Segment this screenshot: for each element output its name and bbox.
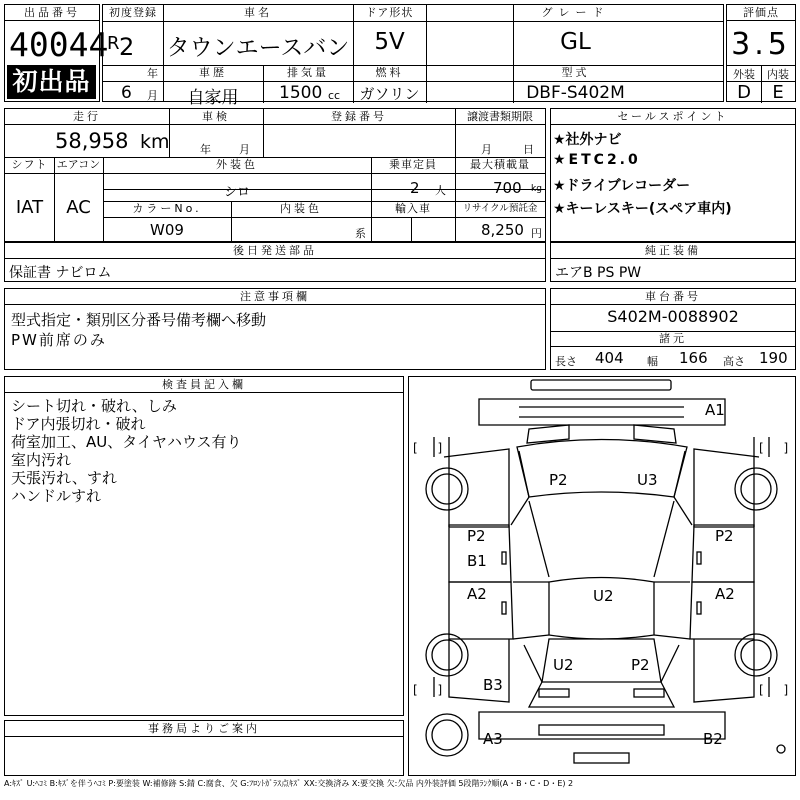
grade: GL: [560, 29, 591, 55]
inspector-note-4: 室内汚れ: [11, 451, 72, 469]
inspector-note-2: ドア内張切れ・破れ: [11, 415, 146, 433]
displacement: 1500: [279, 83, 323, 103]
fuel-label: 燃料: [375, 66, 404, 79]
history: 自家用: [187, 88, 239, 108]
mark-u3-hood-r: U3: [637, 471, 658, 489]
office-box: [4, 720, 404, 776]
inspection-month-unit: 月: [239, 143, 252, 156]
bracket-fr: [ ]: [759, 441, 797, 455]
inspection-year-unit: 年: [200, 143, 213, 156]
details-box: [4, 108, 546, 242]
aircon: AC: [66, 197, 91, 218]
accessories-label: 後日発送部品: [5, 243, 545, 259]
bracket-fl: [ ]: [413, 441, 451, 455]
door-label: ドア形状: [365, 6, 414, 19]
first-listing-badge: [7, 65, 96, 99]
history-label: 車歴: [199, 66, 227, 79]
inspector-note-5: 天張汚れ、すれ: [11, 469, 117, 487]
mark-b2: B2: [703, 730, 723, 748]
genuine-label: 純正装備: [551, 243, 795, 259]
interior-grade: E: [772, 82, 784, 103]
kg-unit: kg: [531, 184, 542, 194]
inspector-label: 検査員記入欄: [5, 377, 403, 393]
score-box: [726, 4, 796, 102]
color-no: W09: [150, 221, 184, 239]
genuine-equipment: エアB PS PW: [555, 265, 642, 281]
recycle-label: リサイクル預託金: [462, 203, 538, 214]
reg-month: 6: [121, 83, 132, 103]
mark-a2-rl: A2: [467, 585, 487, 603]
office-label: 事務局よりご案内: [5, 721, 403, 737]
grade-label: グレード: [541, 6, 610, 19]
length: 404: [595, 349, 624, 367]
chassis-number: S402M-0088902: [607, 307, 739, 326]
mark-a3: A3: [483, 730, 503, 748]
mark-u2-roof: U2: [593, 587, 614, 605]
ext-color: シロ: [223, 185, 250, 200]
mark-p2-hood-l: P2: [549, 471, 568, 489]
note-1: 型式指定・類別区分番号備考欄へ移動: [11, 311, 267, 329]
mark-b3: B3: [483, 676, 503, 694]
model-label: 型式: [561, 66, 590, 79]
mark-p2-fr: P2: [715, 527, 734, 545]
year-unit: 年: [147, 67, 160, 80]
mileage-label: 走行: [73, 110, 101, 123]
sales-point-label: セールスポイント: [551, 109, 795, 125]
shift: IAT: [15, 197, 44, 218]
genuine-box: [550, 242, 796, 282]
notes-label: 注意事項欄: [5, 289, 545, 305]
sales-point-1: ★社外ナビ: [553, 132, 622, 148]
transfer-label: 譲渡書類期限: [467, 110, 533, 123]
damage-legend: A:ｷｽﾞ U:ﾍｺﾐ B:ｷｽﾞを伴うﾍｺﾐ P:要塗装 W:補修跡 S:錆 C:腐食、欠 G:ﾌﾛﾝﾄｶﾞﾗｽ点ｷｽﾞ XX:交換済み X:要交換 欠:欠品 内外装評価 5段階ﾗﾝｸ順(A・B・C・D・E) 2: [4, 779, 574, 788]
length-label: 長さ: [555, 355, 577, 368]
era: R: [107, 33, 120, 54]
kei-unit: 系: [355, 227, 366, 240]
cc-unit: cc: [328, 89, 341, 102]
sales-points-box: [550, 108, 796, 242]
max-load-label: 最大積載量: [470, 158, 530, 171]
int-color-label: 内装色: [280, 202, 322, 215]
reg-year: 2: [119, 33, 135, 61]
car-diagram: [409, 377, 797, 774]
notes-box: [4, 288, 546, 370]
capacity: 2: [410, 179, 420, 197]
km-unit: km: [140, 131, 170, 153]
shift-label: シフト: [11, 158, 48, 171]
mileage: 58,958: [55, 129, 129, 153]
door-type: 5V: [374, 29, 405, 55]
note-2: PW前席のみ: [11, 331, 107, 349]
reg-no-label: 登録番号: [331, 110, 387, 123]
person-unit: 人: [435, 184, 448, 197]
import-label: 輸入車: [395, 202, 431, 215]
width-label: 幅: [647, 355, 658, 368]
height-label: 高さ: [723, 355, 745, 368]
recycle-fee: 8,250: [481, 221, 524, 239]
ext-color-label: 外装色: [216, 158, 258, 171]
sales-point-2: ★ETC2.0: [553, 152, 641, 168]
displacement-label: 排気量: [287, 66, 329, 79]
car-name: タウンエースバン: [166, 35, 350, 61]
accessories: 保証書 ナビロム: [9, 265, 112, 281]
bracket-rl: [ ]: [413, 683, 451, 697]
transfer-day-unit: 日: [523, 143, 536, 156]
transfer-month-unit: 月: [481, 143, 494, 156]
sales-point-3: ★ドライブレコーダー: [553, 178, 691, 194]
height: 190: [759, 349, 788, 367]
inspector-note-1: シート切れ・破れ、しみ: [11, 397, 177, 415]
vehicle-header-box: [102, 4, 724, 108]
exterior-label: 外装: [733, 68, 755, 81]
chassis-box: [550, 288, 796, 370]
specs-label: 諸元: [551, 331, 795, 347]
first-reg-label: 初度登録: [109, 6, 157, 19]
accessories-box: [4, 242, 546, 282]
model: DBF-S402M: [526, 83, 625, 103]
car-name-label: 車名: [244, 6, 272, 19]
width: 166: [679, 349, 708, 367]
aircon-label: エアコン: [56, 158, 101, 171]
mark-a2-rr: A2: [715, 585, 735, 603]
inspector-note-6: ハンドルすれ: [11, 487, 102, 505]
lot-number-label: 出品番号: [5, 5, 99, 21]
lot-number-box: [4, 4, 109, 102]
color-no-label: カラーNo.: [132, 202, 202, 215]
score: 3.5: [731, 27, 791, 62]
mark-b1-fl: B1: [467, 552, 487, 570]
inspection-label: 車検: [202, 110, 230, 123]
first-listing-text: 初出品: [12, 67, 91, 96]
car-diagram-box: [408, 376, 796, 776]
sales-point-4: ★キーレスキー(スペア車内): [553, 201, 732, 217]
exterior-grade: D: [737, 82, 751, 103]
inspector-note-3: 荷室加工、AU、タイヤハウス有り: [11, 433, 242, 451]
yen-unit: 円: [531, 227, 542, 240]
mark-u2-rear-l: U2: [553, 656, 574, 674]
lot-number: 40044: [9, 25, 109, 64]
fuel: ガソリン: [359, 85, 420, 103]
mark-p2-fl: P2: [467, 527, 486, 545]
mark-a1: A1: [705, 401, 725, 419]
score-label: 評価点: [727, 5, 795, 21]
max-load: 700: [493, 179, 522, 197]
month-unit: 月: [147, 89, 160, 102]
mark-p2-rear-r: P2: [631, 656, 650, 674]
interior-label: 内装: [767, 68, 789, 81]
chassis-label: 車台番号: [551, 289, 795, 305]
inspector-box: [4, 376, 404, 716]
capacity-label: 乗車定員: [389, 158, 437, 171]
bracket-rr: [ ]: [759, 683, 797, 697]
